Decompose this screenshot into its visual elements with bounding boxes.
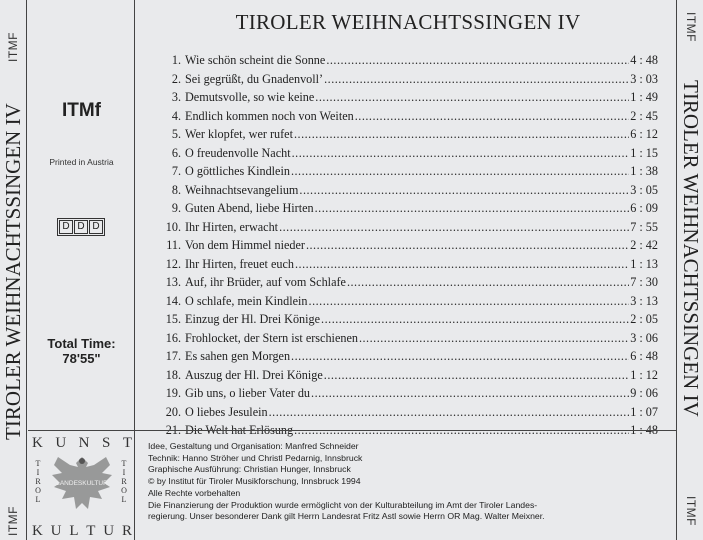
track-number: 14. bbox=[165, 293, 181, 308]
track-row bbox=[140, 273, 658, 292]
track-duration: 6 : 09 bbox=[630, 201, 658, 215]
album-title: TIROLER WEIHNACHTSSINGEN IV bbox=[235, 10, 581, 34]
track-row bbox=[140, 218, 658, 237]
logo-letter: K bbox=[32, 523, 43, 539]
credit-line: Technik: Hanno Ströher und Christl Pedarnig, Innsbruck bbox=[148, 452, 363, 463]
track-number: 8. bbox=[171, 182, 181, 197]
track-duration: 3 : 13 bbox=[630, 293, 658, 308]
track-title: Gib uns, o lieber Vater du bbox=[185, 386, 311, 400]
credit-line: Graphische Ausführung: Christian Hunger, Innsbruck bbox=[148, 464, 351, 475]
logo-left-letters: T I R O L bbox=[35, 459, 41, 504]
dot-leader bbox=[291, 162, 629, 181]
logo-letter: U bbox=[50, 523, 62, 539]
track-title: Auszug der Hl. Drei Könige bbox=[185, 367, 323, 382]
track-duration: 2 : 05 bbox=[630, 312, 658, 326]
spine-title-right: TIROLER WEIHNACHTSSINGEN IV bbox=[679, 80, 703, 417]
track-row bbox=[140, 292, 658, 311]
tyrolean-eagle-icon bbox=[48, 451, 116, 523]
spine-brand-bottom-right: ITMF bbox=[684, 496, 698, 526]
track-row bbox=[140, 199, 658, 218]
track-duration: 1 : 15 bbox=[630, 145, 658, 160]
track-duration: 1 : 48 bbox=[630, 423, 658, 437]
track-number: 11. bbox=[166, 238, 181, 252]
track-duration: 7 : 30 bbox=[630, 275, 658, 289]
track-number: 4. bbox=[171, 108, 181, 123]
dot-leader bbox=[309, 292, 630, 311]
credit-line: Idee, Gestaltung und Organisation: Manfred Schneider bbox=[148, 441, 359, 451]
credit-line: Alle Rechte vorbehalten bbox=[148, 487, 241, 498]
itmf-logo: ITMf bbox=[61, 100, 102, 121]
track-number: 17. bbox=[165, 349, 181, 363]
credit-line: regierung. Unser besonderer Dank gilt Herrn Landesrat Fritz Astl sowie Herrn OR Mag. Walter Meixner. bbox=[148, 511, 545, 522]
track-number: 6. bbox=[171, 145, 181, 160]
dot-leader bbox=[324, 366, 629, 385]
track-duration: 7 : 55 bbox=[630, 219, 658, 234]
total-time bbox=[28, 336, 135, 366]
track-title: Sei gegrüßt, du Gnadenvoll’ bbox=[185, 71, 324, 86]
track-title: Auf, ihr Brüder, auf vom Schlafe bbox=[185, 275, 346, 289]
ddd-letter: D bbox=[59, 220, 73, 234]
track-title: Es sahen gen Morgen bbox=[185, 349, 291, 363]
track-duration: 2 : 42 bbox=[630, 238, 658, 252]
dot-leader bbox=[355, 107, 630, 126]
track-duration: 1 : 49 bbox=[630, 90, 658, 104]
track-number: 19. bbox=[165, 386, 181, 400]
track-row bbox=[140, 181, 658, 200]
track-title: Demutsvolle, so wie keine bbox=[185, 90, 315, 104]
dot-leader bbox=[311, 384, 629, 403]
track-row bbox=[140, 255, 658, 274]
printed-in: Printed in Austria bbox=[49, 157, 114, 167]
track-row bbox=[140, 236, 658, 255]
track-row bbox=[140, 403, 658, 422]
dot-leader bbox=[291, 347, 629, 366]
track-number: 9. bbox=[171, 201, 181, 215]
track-number: 18. bbox=[165, 367, 181, 382]
track-duration: 1 : 38 bbox=[630, 164, 658, 178]
track-title: O liebes Jesulein bbox=[185, 404, 268, 419]
track-row bbox=[140, 310, 658, 329]
logo-letter: K bbox=[32, 435, 43, 451]
track-number: 13. bbox=[165, 275, 181, 289]
left-spine bbox=[0, 0, 27, 540]
ddd-letter: D bbox=[89, 220, 103, 234]
track-number: 21. bbox=[165, 423, 181, 437]
track-duration: 1 : 07 bbox=[630, 404, 658, 419]
track-row bbox=[140, 88, 658, 107]
dot-leader bbox=[324, 70, 629, 89]
track-title: Ihr Hirten, erwacht bbox=[185, 219, 279, 234]
dot-leader bbox=[321, 310, 629, 329]
logo-letter: L bbox=[69, 523, 79, 539]
track-title: Ihr Hirten, freuet euch bbox=[185, 256, 294, 271]
track-number: 3. bbox=[171, 90, 181, 104]
track-row bbox=[140, 70, 658, 89]
dot-leader bbox=[359, 329, 629, 348]
track-row bbox=[140, 51, 658, 70]
track-duration: 1 : 13 bbox=[630, 256, 658, 271]
right-spine bbox=[676, 0, 703, 540]
track-title: Guten Abend, liebe Hirten bbox=[185, 201, 314, 215]
logo-letter: S bbox=[101, 435, 111, 451]
track-row bbox=[140, 162, 658, 181]
dot-leader bbox=[292, 144, 630, 163]
track-row bbox=[140, 366, 658, 385]
track-duration: 3 : 06 bbox=[630, 330, 658, 345]
track-title: Weihnachtsevangelium bbox=[185, 182, 299, 197]
total-time-label: Total Time: bbox=[47, 336, 116, 351]
track-number: 16. bbox=[165, 330, 181, 345]
credit-line: Die Finanzierung der Produktion wurde ermöglicht von der Kulturabteilung im Amt der Tiroler Landes- bbox=[148, 499, 538, 510]
credit-line: © by Institut für Tiroler Musikforschung, Innsbruck 1994 bbox=[148, 476, 361, 487]
track-title: O freudenvolle Nacht bbox=[185, 145, 291, 160]
total-time-value: 78'55" bbox=[62, 351, 101, 366]
dot-leader bbox=[315, 199, 630, 218]
logo-bottom-letters bbox=[32, 523, 132, 540]
logo-letter: U bbox=[55, 435, 67, 451]
track-title: O schlafe, mein Kindlein bbox=[185, 293, 308, 308]
dot-leader bbox=[269, 403, 630, 422]
dot-leader bbox=[294, 125, 629, 144]
track-row bbox=[140, 347, 658, 366]
logo-right-letters: T I R O L bbox=[121, 459, 127, 504]
track-duration: 3 : 05 bbox=[630, 182, 658, 197]
track-row bbox=[140, 107, 658, 126]
track-title: Frohlocket, der Stern ist erschienen bbox=[185, 330, 358, 345]
track-duration: 6 : 12 bbox=[630, 127, 658, 141]
logo-letter: U bbox=[103, 523, 115, 539]
logo-top-letters bbox=[32, 435, 132, 452]
track-duration: 6 : 48 bbox=[630, 349, 658, 363]
track-title: Einzug der Hl. Drei Könige bbox=[185, 312, 321, 326]
track-number: 10. bbox=[165, 219, 181, 234]
spine-title: TIROLER WEIHNACHTSSINGEN IV bbox=[1, 103, 25, 440]
track-number: 2. bbox=[171, 71, 181, 86]
track-title: Von dem Himmel nieder bbox=[185, 238, 305, 252]
kunst-kultur-logo bbox=[28, 431, 135, 540]
track-number: 5. bbox=[171, 127, 181, 141]
track-row bbox=[140, 125, 658, 144]
track-row bbox=[140, 384, 658, 403]
label-panel bbox=[28, 0, 135, 430]
track-number: 7. bbox=[171, 164, 181, 178]
dot-leader bbox=[315, 88, 629, 107]
track-title: Wer klopfet, wer rufet bbox=[185, 127, 293, 141]
spine-brand-top-right: ITMF bbox=[684, 12, 698, 42]
track-duration: 1 : 12 bbox=[630, 367, 658, 382]
dot-leader bbox=[306, 236, 629, 255]
track-title: Endlich kommen noch von Weiten bbox=[185, 108, 354, 123]
dot-leader bbox=[326, 51, 629, 70]
track-duration: 4 : 48 bbox=[630, 53, 658, 67]
spine-brand-bottom: ITMF bbox=[6, 506, 20, 536]
track-title: Die Welt hat Erlösung bbox=[185, 423, 294, 437]
dot-leader bbox=[299, 181, 629, 200]
track-number: 20. bbox=[165, 404, 181, 419]
track-duration: 2 : 45 bbox=[630, 108, 658, 123]
ddd-code bbox=[57, 218, 105, 236]
track-number: 15. bbox=[165, 312, 181, 326]
credits bbox=[148, 441, 668, 523]
track-number: 12. bbox=[165, 256, 181, 271]
track-number: 1. bbox=[171, 53, 181, 67]
dot-leader bbox=[347, 273, 629, 292]
track-duration: 9 : 06 bbox=[630, 386, 658, 400]
logo-center-text: LANDESKULTUR bbox=[56, 480, 108, 487]
logo-letter: N bbox=[78, 435, 90, 451]
dot-leader bbox=[295, 255, 629, 274]
dot-leader bbox=[279, 218, 629, 237]
track-duration: 3 : 03 bbox=[630, 71, 658, 86]
track-row bbox=[140, 329, 658, 348]
logo-letter: T bbox=[122, 435, 132, 451]
logo-letter: T bbox=[86, 523, 96, 539]
track-row bbox=[140, 144, 658, 163]
ddd-letter: D bbox=[74, 220, 88, 234]
track-title: O göttliches Kindlein bbox=[185, 164, 290, 178]
spine-brand-top: ITMF bbox=[6, 32, 20, 62]
track-list bbox=[140, 51, 658, 440]
logo-letter: R bbox=[121, 523, 132, 539]
track-title: Wie schön scheint die Sonne bbox=[185, 53, 326, 67]
